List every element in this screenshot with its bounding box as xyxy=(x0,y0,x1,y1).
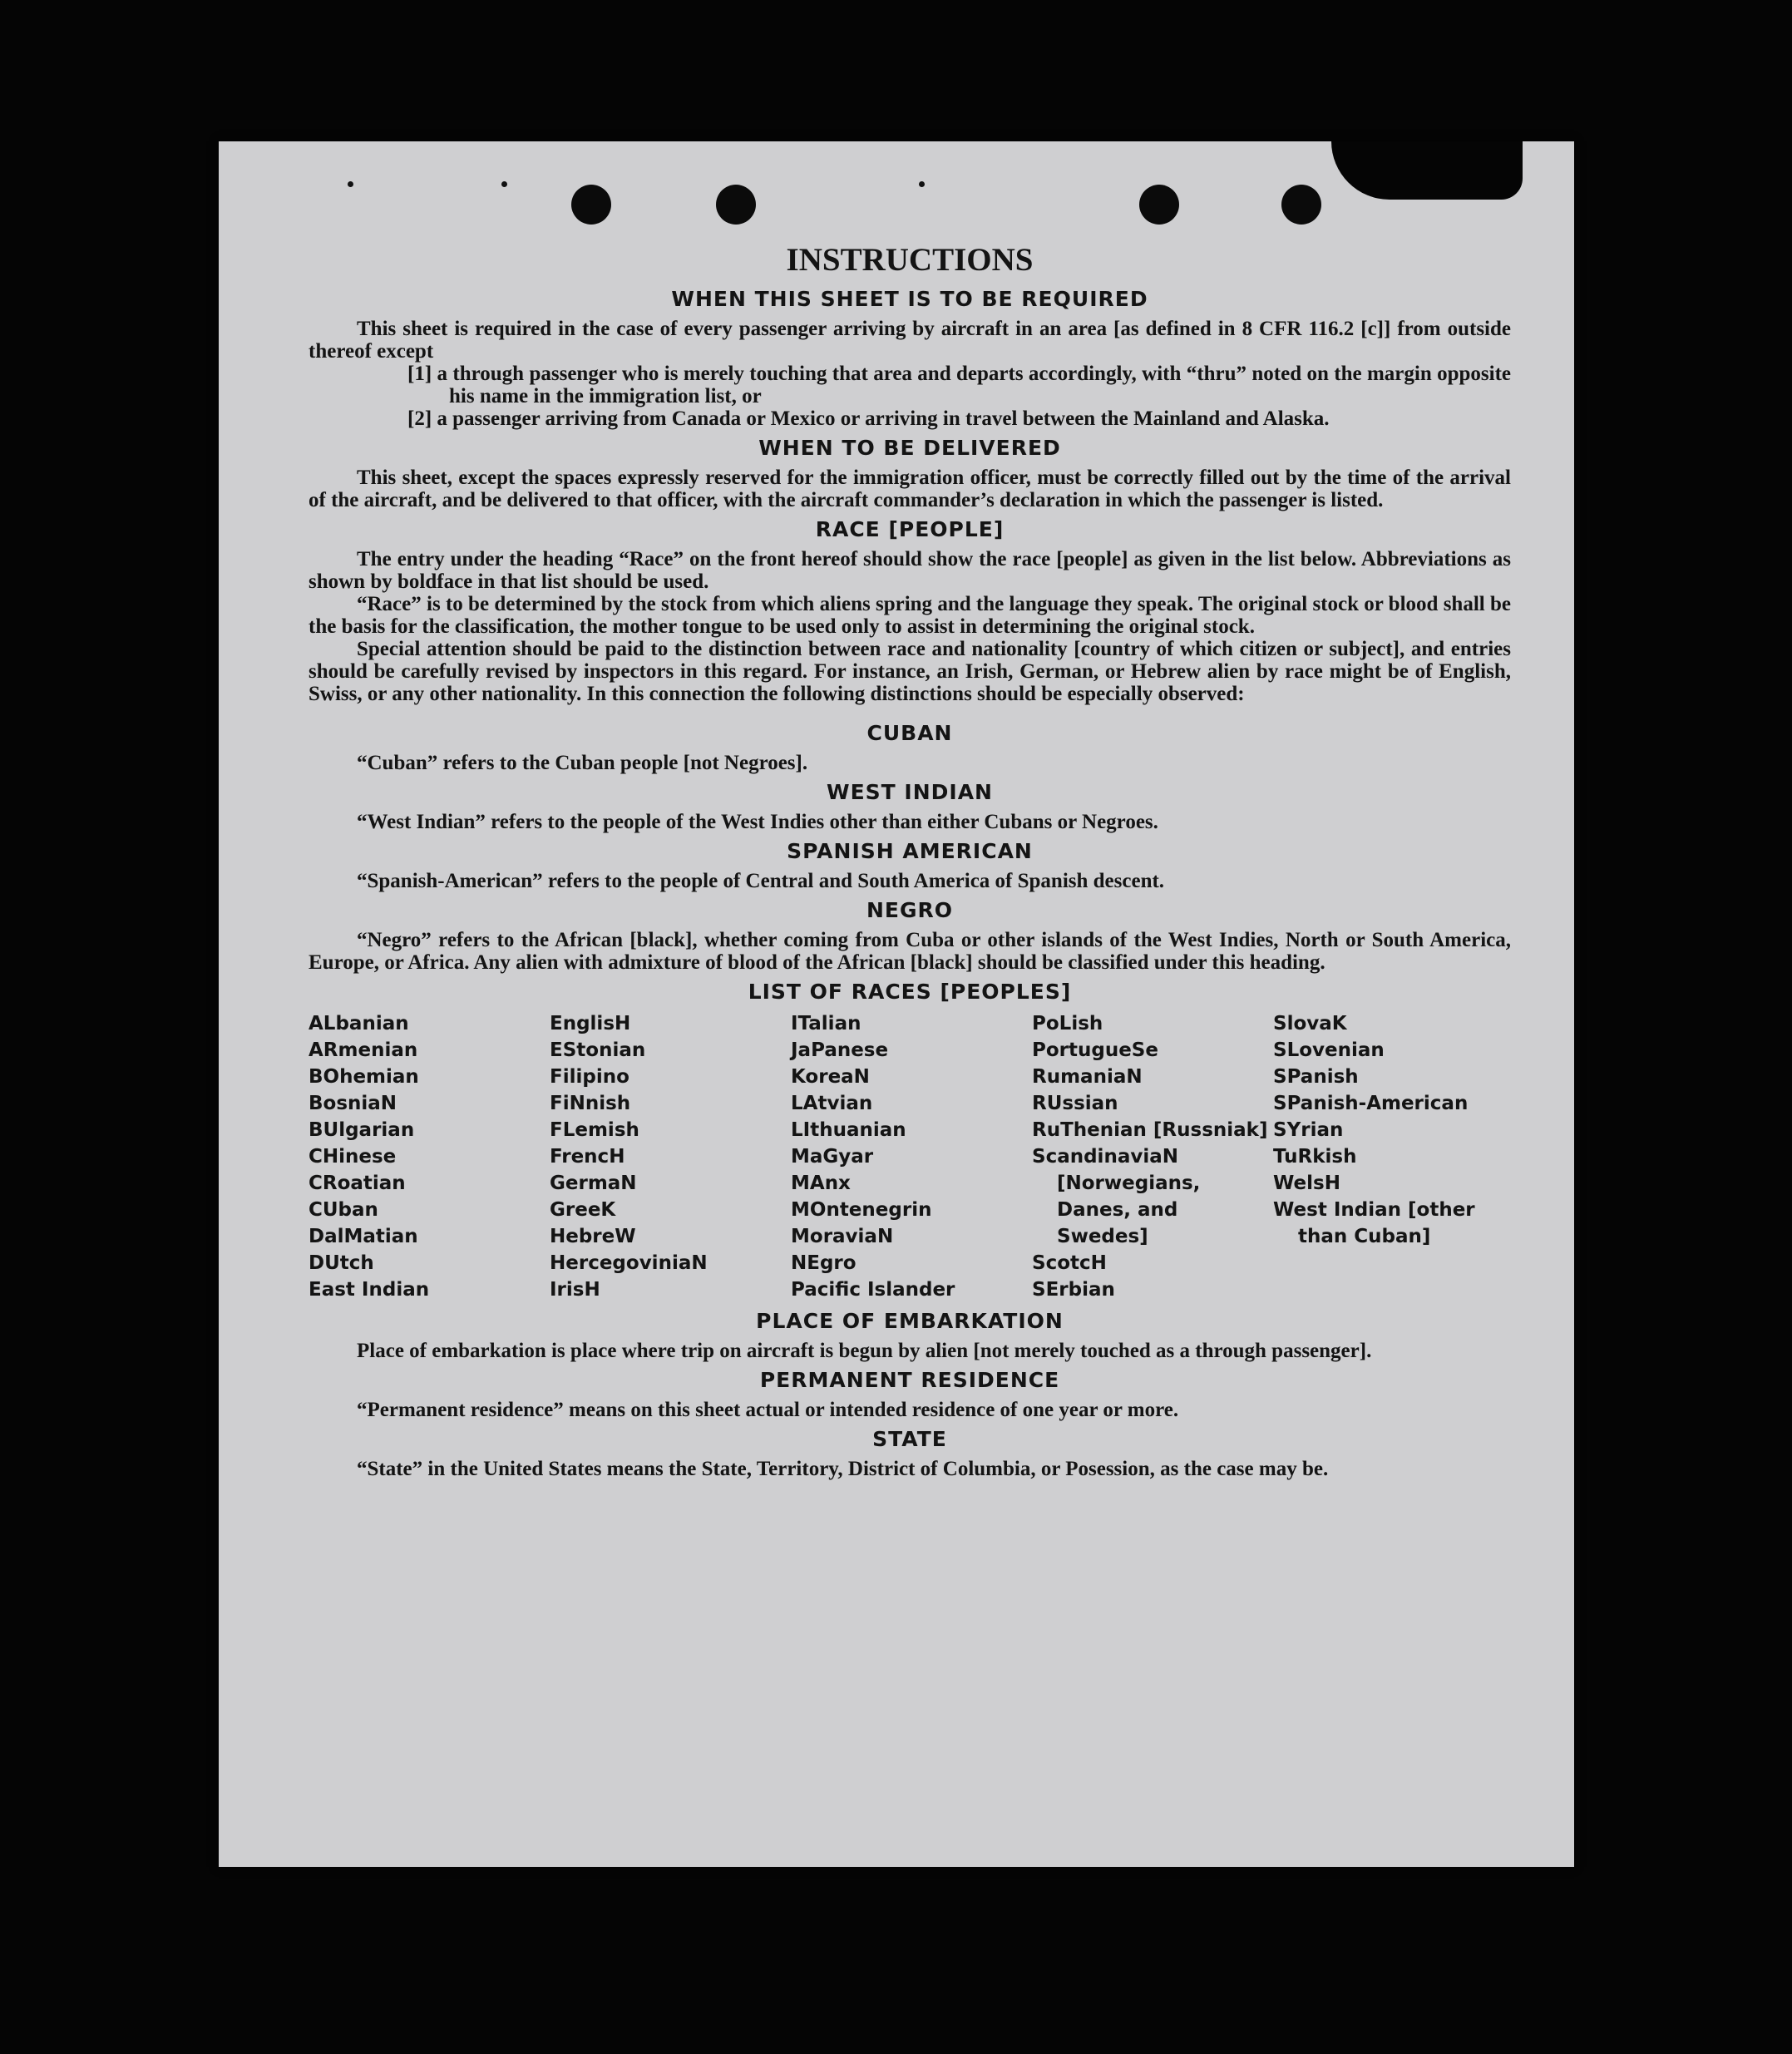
race-entry: SErbian xyxy=(1032,1279,1115,1301)
race-entry: SPanish-American xyxy=(1273,1093,1469,1114)
race-entry: BOhemian xyxy=(309,1066,419,1088)
section-heading-when-delivered: WHEN TO BE DELIVERED xyxy=(758,436,1061,460)
torn-corner xyxy=(1331,141,1523,200)
instructions-content xyxy=(309,239,1511,1480)
exception-item-1: [1] a through passenger who is merely touching that area and departs accordingly, with “thru” noted on the margin opposite his name in the immigration list, or xyxy=(407,363,1511,407)
race-entry: ARmenian xyxy=(309,1039,418,1061)
section-heading-spanish-american: SPANISH AMERICAN xyxy=(787,839,1033,863)
punch-hole xyxy=(716,185,756,225)
race-entry: LAtvian xyxy=(791,1093,873,1114)
race-entry: Filipino xyxy=(550,1066,629,1088)
race-entry: WelsH xyxy=(1273,1173,1340,1194)
negro-text: “Negro” refers to the African [black], whether coming from Cuba or other islands of the West Indies, North or South America, Europe, or Africa. Any alien with admixture of blood of the African [black] should be classified under this heading. xyxy=(309,929,1511,974)
race-entry: KoreaN xyxy=(791,1066,870,1088)
section-heading-cuban: CUBAN xyxy=(866,721,953,745)
race-entry: FiNnish xyxy=(550,1093,631,1114)
race-entry: CRoatian xyxy=(309,1173,406,1194)
race-entry: DalMatian xyxy=(309,1226,418,1247)
section-heading-west-indian: WEST INDIAN xyxy=(827,780,993,804)
race-entry: HercegoviniaN xyxy=(550,1252,708,1274)
race-entry: RuThenian [Russniak] xyxy=(1032,1119,1268,1141)
embarkation-text: Place of embarkation is place where trip on aircraft is begun by alien [not merely touched as a through passenger]. xyxy=(357,1340,1372,1362)
race-entry: West Indian [other than Cuban] xyxy=(1273,1199,1475,1247)
section-heading-when-required: WHEN THIS SHEET IS TO BE REQUIRED xyxy=(671,287,1148,311)
race-entry: RUssian xyxy=(1032,1093,1118,1114)
race-list xyxy=(309,1010,1511,1303)
race-entry: SYrian xyxy=(1273,1119,1344,1141)
race-entry: ScotcH xyxy=(1032,1252,1107,1274)
race-column xyxy=(1273,1010,1511,1303)
ink-speck xyxy=(501,181,507,187)
section-heading-state: STATE xyxy=(872,1427,947,1451)
race-entry: Pacific Islander xyxy=(791,1279,955,1301)
race-entry: LIthuanian xyxy=(791,1119,906,1141)
race-entry: PortugueSe xyxy=(1032,1039,1158,1061)
ink-speck xyxy=(919,181,925,187)
race-entry: TuRkish xyxy=(1273,1146,1357,1168)
race-entry: MoraviaN xyxy=(791,1226,894,1247)
residence-text: “Permanent residence” means on this sheet actual or intended residence of one year or more. xyxy=(357,1399,1179,1421)
race-entry: PoLish xyxy=(1032,1013,1103,1034)
race-entry: BosniaN xyxy=(309,1093,397,1114)
race-entry: FLemish xyxy=(550,1119,639,1141)
when-required-intro: This sheet is required in the case of every passenger arriving by aircraft in an area [as defined in 8 CFR 116.2 [c]] from outside thereof except xyxy=(309,318,1511,363)
race-column xyxy=(1032,1010,1273,1303)
race-entry: CHinese xyxy=(309,1146,397,1168)
race-entry: GermaN xyxy=(550,1173,637,1194)
race-entry: RumaniaN xyxy=(1032,1066,1143,1088)
race-entry: DUtch xyxy=(309,1252,374,1274)
state-text: “State” in the United States means the State, Territory, District of Columbia, or Posession, as the case may be. xyxy=(357,1458,1329,1480)
race-entry: ITalian xyxy=(791,1013,861,1034)
punch-hole xyxy=(1139,185,1179,225)
race-entry: FrencH xyxy=(550,1146,625,1168)
section-heading-race: RACE [PEOPLE] xyxy=(815,517,1005,541)
race-column xyxy=(550,1010,791,1303)
race-entry: IrisH xyxy=(550,1279,600,1301)
race-entry: NEgro xyxy=(791,1252,857,1274)
race-column xyxy=(309,1010,550,1303)
exception-item-2: [2] a passenger arriving from Canada or Mexico or arriving in travel between the Mainland and Alaska. xyxy=(407,407,1330,430)
race-paragraph: Special attention should be paid to the distinction between race and nationality [country of which citizen or subject], and entries should be carefully revised by inspectors in this regard. For instance, an Irish, German, or Hebrew alien by race might be of English, Swiss, or any other nationality. In this connection the following distinctions should be especially observed: xyxy=(309,638,1511,705)
race-entry: MAnx xyxy=(791,1173,851,1194)
race-entry: BUlgarian xyxy=(309,1119,415,1141)
race-entry: JaPanese xyxy=(791,1039,889,1061)
race-entry: SPanish xyxy=(1273,1066,1359,1088)
race-entry: CUban xyxy=(309,1199,378,1221)
race-entry: East Indian xyxy=(309,1279,430,1301)
section-heading-negro: NEGRO xyxy=(866,898,954,922)
race-entry: MOntenegrin xyxy=(791,1199,932,1221)
race-entry: EnglisH xyxy=(550,1013,631,1034)
race-entry: GreeK xyxy=(550,1199,616,1221)
ink-speck xyxy=(348,181,353,187)
spanish-american-text: “Spanish-American” refers to the people of Central and South America of Spanish descent. xyxy=(357,870,1165,892)
section-heading-permanent-residence: PERMANENT RESIDENCE xyxy=(759,1368,1060,1392)
punch-hole xyxy=(571,185,611,225)
race-entry: ScandinaviaN [Norwegians, Danes, and Swedes] xyxy=(1032,1146,1201,1247)
race-entry: MaGyar xyxy=(791,1146,874,1168)
race-paragraph: The entry under the heading “Race” on the front hereof should show the race [people] as given in the list below. Abbreviations as shown by boldface in that list should be used. xyxy=(309,548,1511,593)
page-title: INSTRUCTIONS xyxy=(786,242,1034,278)
race-entry: ALbanian xyxy=(309,1013,409,1034)
section-heading-list-of-races: LIST OF RACES [PEOPLES] xyxy=(748,980,1072,1004)
west-indian-text: “West Indian” refers to the people of the West Indies other than either Cubans or Negroes. xyxy=(357,811,1158,833)
race-entry: HebreW xyxy=(550,1226,636,1247)
race-paragraph: “Race” is to be determined by the stock from which aliens spring and the language they speak. The original stock or blood shall be the basis for the classification, the mother tongue to be used only to assist in determining the original stock. xyxy=(309,593,1511,638)
instruction-sheet xyxy=(219,141,1574,1867)
race-entry: SLovenian xyxy=(1273,1039,1385,1061)
race-column xyxy=(791,1010,1032,1303)
race-entry: EStonian xyxy=(550,1039,646,1061)
when-delivered-text: This sheet, except the spaces expressly reserved for the immigration officer, must be correctly filled out by the time of the arrival of the aircraft, and be delivered to that officer, with the aircraft commander’s declaration in which the passenger is listed. xyxy=(309,467,1511,511)
race-entry: SlovaK xyxy=(1273,1013,1347,1034)
punch-hole xyxy=(1281,185,1321,225)
cuban-text: “Cuban” refers to the Cuban people [not Negroes]. xyxy=(357,752,808,774)
section-heading-embarkation: PLACE OF EMBARKATION xyxy=(756,1309,1064,1333)
